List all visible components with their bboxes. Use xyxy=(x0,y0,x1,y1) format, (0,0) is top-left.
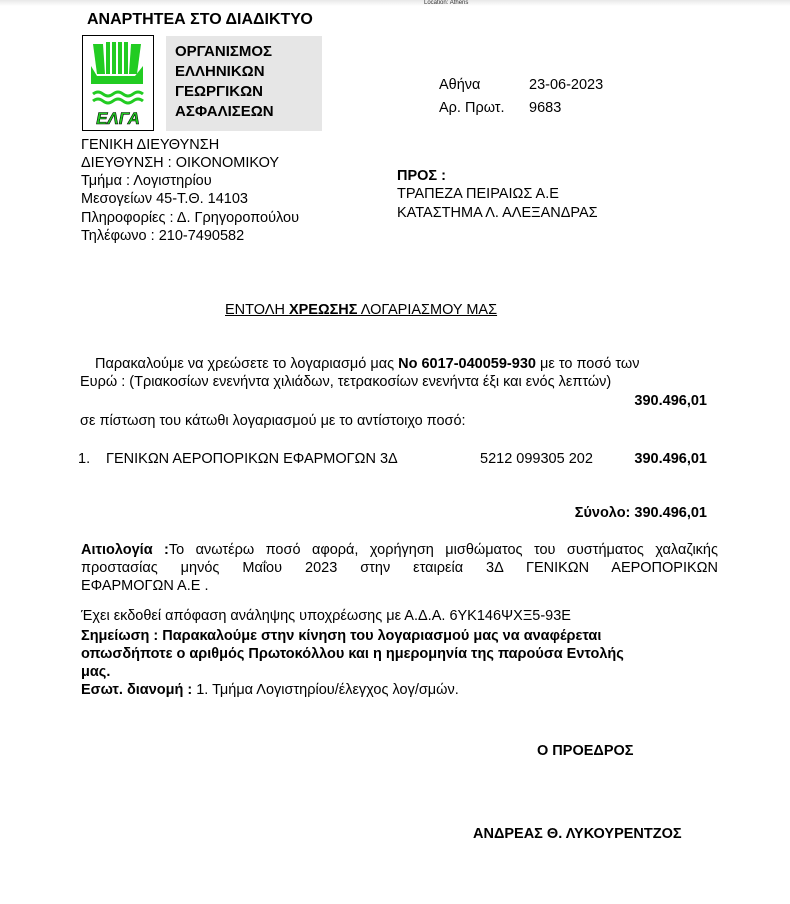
city-label: Αθήνα xyxy=(439,77,481,93)
distribution-value: 1. Τμήμα Λογιστηρίου/έλεγχος λογ/σμών. xyxy=(192,682,459,698)
org-line: ΕΛΛΗΝΙΚΩΝ xyxy=(175,63,265,80)
recipient-bank: ΤΡΑΠΕΖΑ ΠΕΙΡΑΙΩΣ Α.Ε xyxy=(397,186,559,202)
body-line-2: Ευρώ : (Τριακοσίων ενενήντα χιλιάδων, τετρακοσίων ενενήντα έξι και ενός λεπτών) xyxy=(80,374,612,390)
sender-line: Τμήμα : Λογιστηρίου xyxy=(81,173,212,189)
total xyxy=(575,504,707,522)
note-line: μας. xyxy=(81,664,111,680)
top-bar xyxy=(0,0,790,6)
sender-line: Τηλέφωνο : 210-7490582 xyxy=(81,228,245,244)
org-line: ΑΣΦΑΛΙΣΕΩΝ xyxy=(175,103,274,120)
amount: 390.496,01 xyxy=(634,393,707,409)
org-line: ΓΕΩΡΓΙΚΩΝ xyxy=(175,83,263,100)
item-name: ΓΕΝΙΚΩΝ ΑΕΡΟΠΟΡΙΚΩΝ ΕΦΑΡΜΟΓΩΝ 3Δ xyxy=(106,451,398,467)
elga-logo xyxy=(82,35,154,131)
elga-logo-icon xyxy=(83,36,153,130)
item-amount: 390.496,01 xyxy=(634,451,707,467)
svg-text:ΕΛΓΑ: ΕΛΓΑ xyxy=(96,109,140,128)
justification-line xyxy=(81,541,718,559)
organization-name-box xyxy=(166,36,322,131)
note-line: Σημείωση : Παρακαλούμε στην κίνηση του λογαριασμού μας να αναφέρεται xyxy=(81,628,602,644)
total-label: Σύνολο: xyxy=(574,505,631,521)
debit-account-number: Νο 6017-040059-930 xyxy=(398,356,536,372)
note-line: οπωσδήποτε ο αριθμός Πρωτοκόλλου και η ημερομηνία της παρούσα Εντολής xyxy=(81,646,624,662)
document-heading xyxy=(225,301,497,319)
header-title: ΑΝΑΡΤΗΤΕΑ ΣΤΟ ΔΙΑΔΙΚΤΥΟ xyxy=(87,11,313,28)
body-line-1 xyxy=(95,355,639,373)
protocol-label: Αρ. Πρωτ. xyxy=(439,100,505,116)
text: Παρακαλούμε να χρεώσετε το λογαριασμό μας xyxy=(95,356,399,372)
distribution-label: Εσωτ. διανομή : xyxy=(81,682,193,698)
signature-title: Ο ΠΡΟΕΔΡΟΣ xyxy=(537,743,634,759)
text: Το ανωτέρω ποσό αφορά, χορήγηση μισθώματος του συστήματος χαλαζικής xyxy=(168,542,718,558)
justification-line: ΕΦΑΡΜΟΓΩΝ Α.Ε . xyxy=(81,578,209,594)
recipient-label: ΠΡΟΣ : xyxy=(397,168,446,184)
recipient-branch: ΚΑΤΑΣΤΗΜΑ Λ. ΑΛΕΞΑΝΔΡΑΣ xyxy=(397,205,598,221)
sender-line: ΔΙΕΥΘΥΝΣΗ : ΟΙΚΟΝΟΜΙΚΟΥ xyxy=(81,155,280,171)
location-label: Location: Athens xyxy=(424,0,469,6)
text: με το ποσό των xyxy=(535,356,640,372)
org-line: ΟΡΓΑΝΙΣΜΟΣ xyxy=(175,43,273,60)
sender-line: Μεσογείων 45-Τ.Θ. 14103 xyxy=(81,191,248,207)
body-line-3: σε πίστωση του κάτωθι λογαριασμού με το αντίστοιχο ποσό: xyxy=(80,413,466,429)
sender-line: Πληροφορίες : Δ. Γρηγοροπούλου xyxy=(81,210,300,226)
total-value: 390.496,01 xyxy=(634,505,707,521)
protocol-number: 9683 xyxy=(529,100,562,116)
distribution xyxy=(81,681,459,699)
item-number: 1. xyxy=(78,451,91,467)
decision-text: Έχει εκδοθεί απόφαση ανάληψης υποχρέωσης με Α.Δ.Α. 6ΥΚ146ΨΧΞ5-93Ε xyxy=(81,608,571,624)
heading-part: ΛΟΓΑΡΙΑΣΜΟΥ ΜΑΣ xyxy=(357,302,498,318)
sender-line: ΓΕΝΙΚΗ ΔΙΕΥΘΥΝΣΗ xyxy=(81,137,220,153)
signature-name: ΑΝΔΡΕΑΣ Θ. ΛΥΚΟΥΡΕΝΤΖΟΣ xyxy=(473,826,682,842)
document-date: 23-06-2023 xyxy=(529,77,604,93)
justification-label: Αιτιολογία : xyxy=(81,542,169,558)
justification-line: προστασίας μηνός Μαΐου 2023 στην εταιρεία 3Δ ΓΕΝΙΚΩΝ ΑΕΡΟΠΟΡΙΚΩΝ xyxy=(81,560,718,576)
heading-emphasis: ΧΡΕΩΣΗΣ xyxy=(288,302,358,318)
heading-part: ΕΝΤΟΛΗ xyxy=(225,302,289,318)
item-account: 5212 099305 202 xyxy=(480,451,593,467)
